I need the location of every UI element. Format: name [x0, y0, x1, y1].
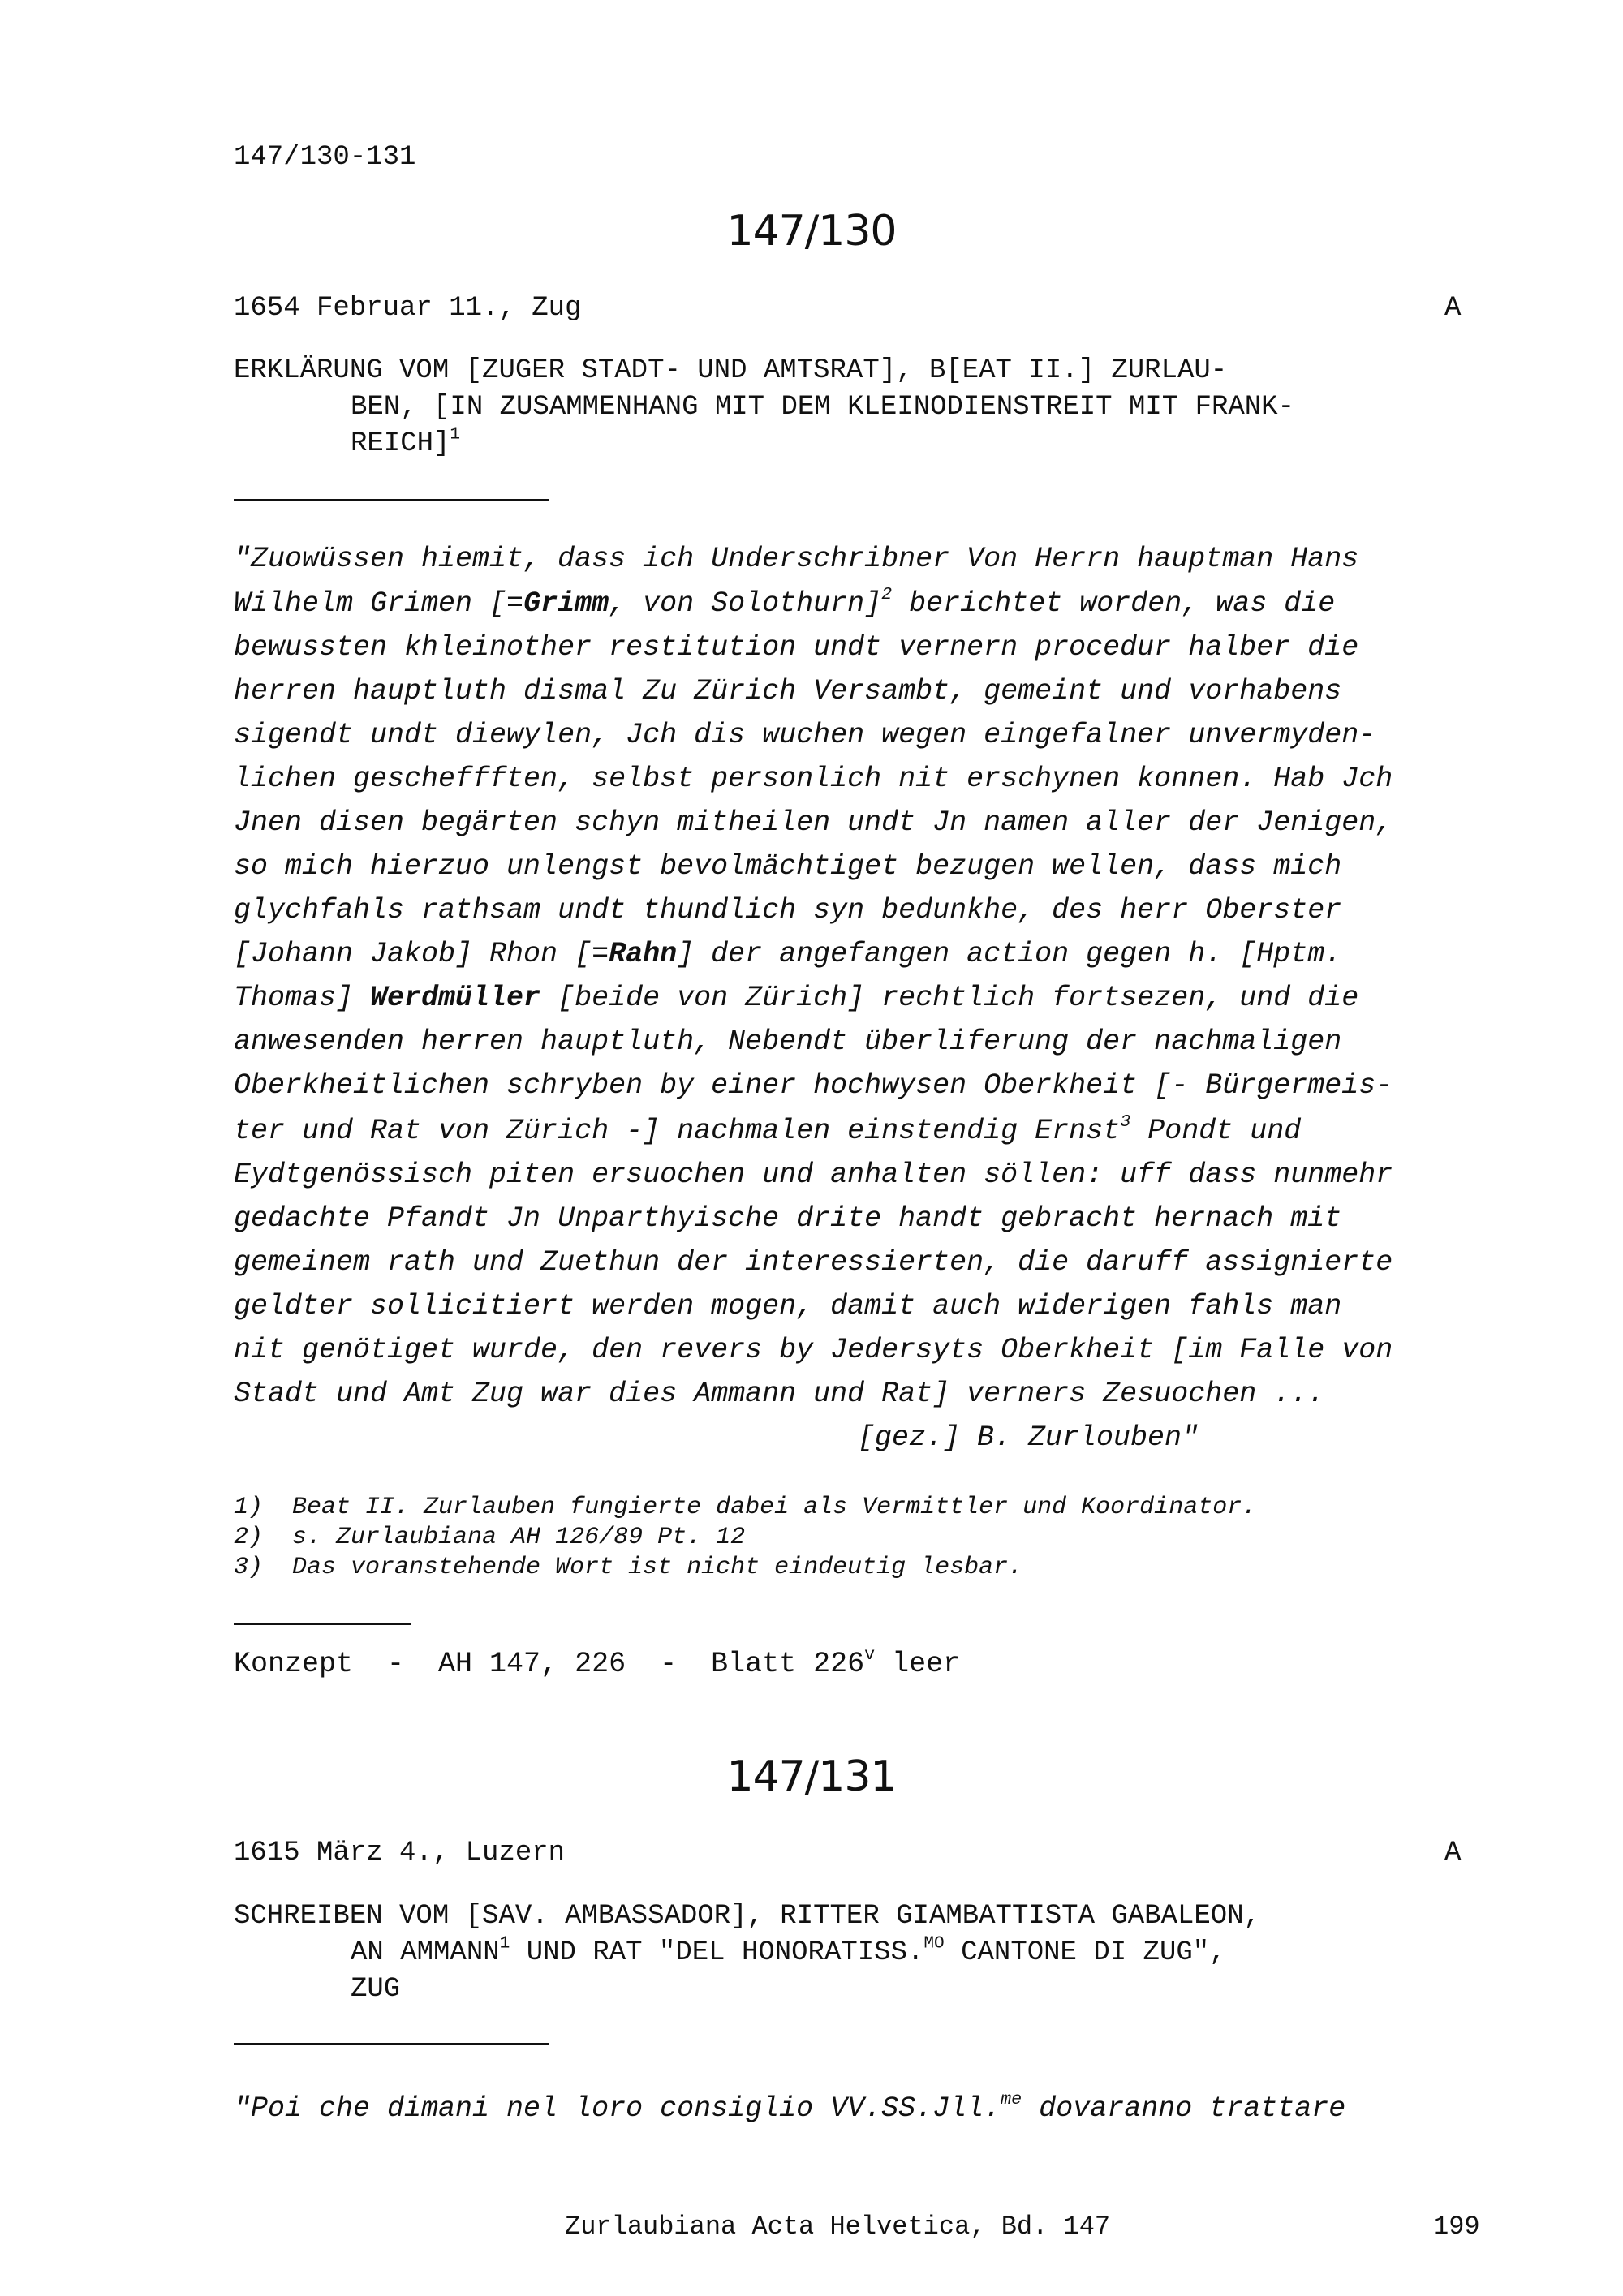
divider-rule — [234, 2043, 549, 2045]
body-line: Eydtgenössisch piten ersuochen und anhalten söllen: uff dass nunmehr — [234, 1159, 1393, 1191]
body-line: lichen gescheffften, selbst personlich nit erschynen konnen. Hab Jch — [234, 763, 1393, 795]
page-number: 199 — [1433, 2212, 1480, 2242]
body-line: herren hauptluth dismal Zu Zürich Versambt, gemeint und vorhabens — [234, 675, 1342, 707]
document-date-place: 1615 März 4., Luzern — [234, 1838, 566, 1868]
divider-rule-short — [234, 1623, 411, 1625]
body-line: glychfahls rathsam undt thundlich syn bedunkhe, des herr Oberster — [234, 894, 1342, 927]
body-line: anwesenden herren hauptluth, Nebendt überliferung der nachmaligen — [234, 1025, 1342, 1058]
heading-line-3: ZUG — [351, 1974, 401, 2005]
footer-title: Zurlaubiana Acta Helvetica, Bd. 147 — [565, 2212, 1111, 2242]
footnote-2: 2) s. Zurlaubiana AH 126/89 Pt. 12 — [234, 1524, 746, 1551]
body-line: bewussten khleinother restitution undt vernern procedur halber die — [234, 631, 1359, 664]
body-line: gemeinem rath und Zuethun der interessierten, die daruff assignierte — [234, 1246, 1393, 1279]
document-date-place: 1654 Februar 11., Zug — [234, 293, 582, 324]
heading-line-2: AN AMMANN$^1$ UND RAT "DEL HONORATISS.$^{MO}$ CANTONE DI ZUG", — [351, 1933, 1226, 1968]
body-line: gedachte Pfandt Jn Unparthyische drite handt gebracht hernach mit — [234, 1202, 1342, 1235]
body-line: sigendt undt diewylen, Jch dis wuchen wegen eingefalner unvermyden- — [234, 719, 1376, 751]
signature-line: [gez.] B. Zurlouben" — [858, 1421, 1199, 1454]
divider-rule — [234, 499, 549, 501]
footnote-ref-1: 1 — [450, 424, 461, 445]
document-number-147-131: 147/131 — [726, 1752, 897, 1801]
source-citation: Konzept - AH 147, 226 - Blatt 226$^v$ leer — [234, 1644, 961, 1680]
body-line: Jnen disen begärten schyn mitheilen undt Jn namen aller der Jenigen, — [234, 806, 1393, 839]
heading-line-1: ERKLÄRUNG VOM [ZUGER STADT- UND AMTSRAT], B[EAT II.] ZURLAU- — [234, 355, 1228, 386]
body-line: [Johann Jakob] Rhon [=Rahn] der angefangen action gegen h. [Hptm. — [234, 938, 1342, 970]
document-number-147-130: 147/130 — [726, 207, 897, 256]
heading-line-1: SCHREIBEN VOM [SAV. AMBASSADOR], RITTER GIAMBATTISTA GABALEON, — [234, 1901, 1261, 1932]
footnote-1: 1) Beat II. Zurlauben fungierte dabei als Vermittler und Koordinator. — [234, 1494, 1257, 1521]
body-line: Wilhelm Grimen [=Grimm, von Solothurn]$^2$ berichtet worden, was die — [234, 583, 1336, 620]
body-line: ter und Rat von Zürich -] nachmalen einstendig Ernst$^3$ Pondt und — [234, 1111, 1302, 1147]
body-line: Stadt und Amt Zug war dies Ammann und Rat] verners Zesuochen ... — [234, 1378, 1325, 1410]
body-line: "Zuowüssen hiemit, dass ich Underschribner Von Herrn hauptman Hans — [234, 543, 1359, 575]
body-line: Thomas] Werdmüller [beide von Zürich] rechtlich fortsezen, und die — [234, 982, 1359, 1014]
body-line: Oberkheitlichen schryben by einer hochwysen Oberkheit [- Bürgermeis- — [234, 1069, 1393, 1102]
document-marker: A — [1444, 293, 1462, 324]
body-line: so mich hierzuo unlengst bevolmächtiget bezugen wellen, dass mich — [234, 850, 1342, 883]
body-line: nit genötiget wurde, den revers by Jedersyts Oberkheit [im Falle von — [234, 1334, 1393, 1366]
heading-line-3: REICH]$^1$ — [351, 424, 461, 459]
body-line: "Poi che dimani nel loro consiglio VV.SS.Jll.$^{me}$ dovaranno trattare — [234, 2088, 1346, 2125]
heading-line-2: BEN, [IN ZUSAMMENHANG MIT DEM KLEINODIENSTREIT MIT FRANK- — [351, 392, 1294, 423]
page-header-range: 147/130-131 — [234, 142, 416, 173]
document-marker: A — [1444, 1838, 1462, 1868]
body-line: geldter sollicitiert werden mogen, damit auch widerigen fahls man — [234, 1290, 1342, 1322]
footnote-3: 3) Das voranstehende Wort ist nicht eindeutig lesbar. — [234, 1554, 1023, 1581]
